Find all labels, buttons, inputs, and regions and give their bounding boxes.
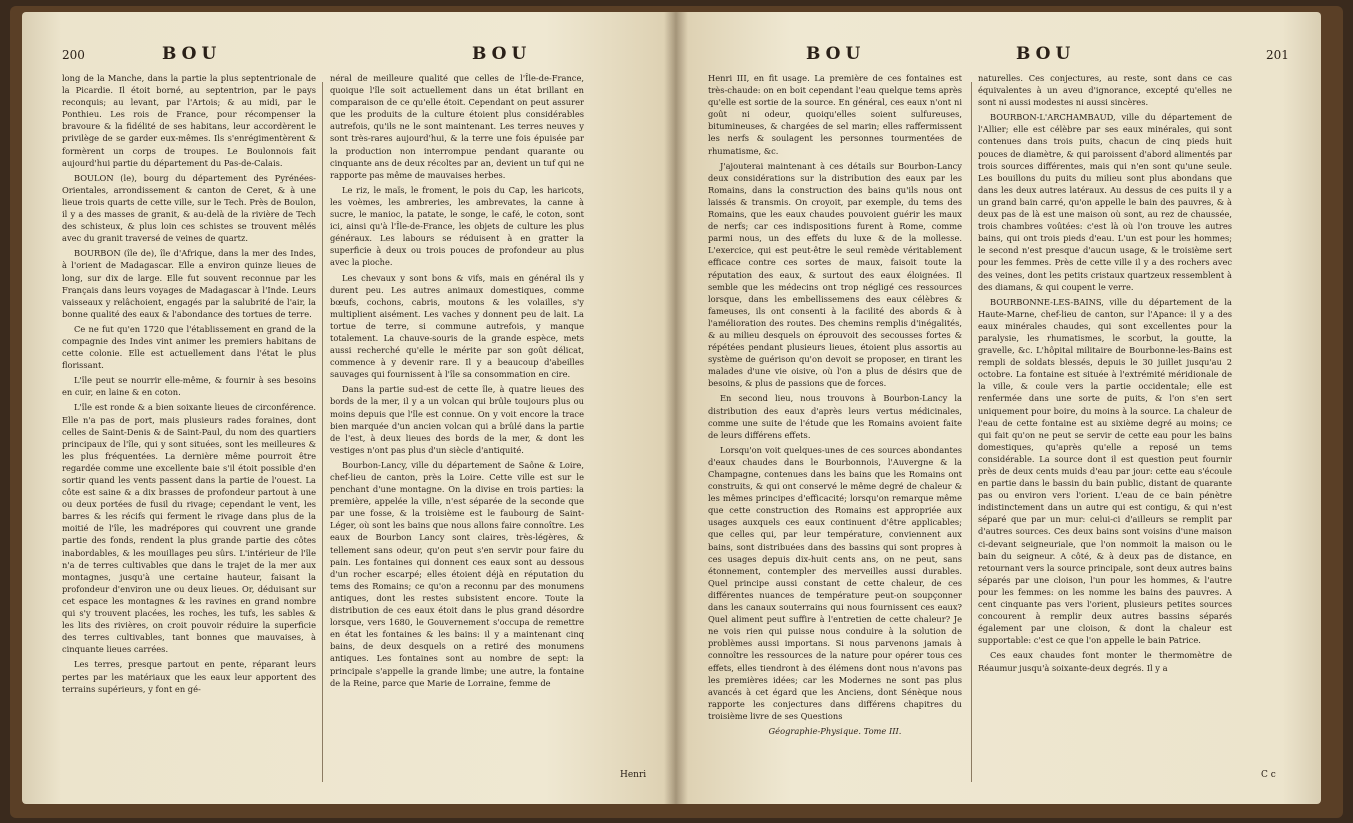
left-column-2 xyxy=(330,72,584,794)
paragraph: Lorsqu'on voit quelques-unes de ces sources abondantes d'eaux chaudes dans le Bourbonnois, l'Auvergne & la Champagne, contenues dans les bains que les Romains ont construits, & qui ont conservé le même degré de chaleur & les mêmes principes d'efficacité; lorsqu'on remarque même que cette construction des Romains est appropriée aux usages auxquels ces eaux continuent d'être applicables; que celles qui, par leur température, conviennent aux bains, sont distribuées dans des bassins qui sont propres à ces usages depuis dix-huit cents ans, on ne peut, sans étonnement, contempler des merveilles aussi durables. Quel principe aussi constant de cette chaleur, de ces différentes nuances de température peut-on soupçonner dans les canaux souterrains qui nous fournissent ces eaux? Quel aliment peut suffire à l'entretien de cette chaleur? Je ne vois rien qui puisse nous conduire à la solution de problèmes aussi importans. Si nous parvenons jamais à connoître les ressources de la nature pour opérer tous ces effets, elles tiendront à des élémens dont nous n'avons pas les premières idées; car les Modernes ne sont pas plus avancés à cet égard que les Anciens, dont Sénèque nous rapporte les conjectures dans différens chapitres du troisième livre de ses Questions xyxy=(708,444,962,721)
paragraph: naturelles. Ces conjectures, au reste, sont dans ce cas équivalentes à un aveu d'ignorance, excepté qu'elles ne sont ni aussi modestes ni aussi sincères. xyxy=(978,73,1232,108)
paragraph: néral de meilleure qualité que celles de l'Île-de-France, quoique l'île soit actuellement dans un état brillant en comparaison de ce qu'elle étoit. Cependant on peut assurer que les produits de la culture étoient plus considérables autrefois, qu'ils ne le sont maintenant. Les terres neuves y sont très-rares aujourd'hui, & la terre une fois épuisée par la production non interrompue pendant quarante ou cinquante ans de deux récoltes par an, devient un tuf qui ne rapporte pas même de mauvaises herbes. xyxy=(330,73,584,180)
paragraph: BOURBONNE-LES-BAINS, ville du département de la Haute-Marne, chef-lieu de canton, sur l'Apance: il y a des eaux minérales chaudes, qui sont excellentes pour la paralysie, les rhumatismes, le scorbut, la goutte, la gravelle, &c. L'hôpital militaire de Bourbonne-les-Bains est rempli de soldats blessés, depuis le 30 juillet jusqu'au 2 octobre. La fontaine est située à l'extrémité méridionale de la ville, & coule vers la partie occidentale; elle est renfermée dans une sorte de puits, & l'on s'en sert uniquement pour boire, du moins à la source. La chaleur de l'eau de cette fontaine est au sixième degré au moins; ce qui fait qu'on ne peut se servir de cette eau pour les bains domestiques, qu'après qu'elle a reposé un tems considérable. La source dont il est question peut fournir près de deux cents muids d'eau par jour: cette eau s'écoule en partie dans le bassin du bain public, distant de quarante pas ou environ vers l'orient. L'eau de ce bain pénètre indistinctement dans un autre qui est contigu, & qui n'est séparé que par un mur: celui-ci d'ailleurs se remplit par d'autres sources. Ces deux bains sont voisins d'une maison ci-devant seigneuriale, que l'on nommoit la maison ou le bain du seigneur. A côté, & à deux pas de distance, en retournant vers la source principale, sont deux autres bains séparés par une cloison, l'un pour les hommes, & l'autre pour les femmes: on les nomme les bains des pauvres. A cent cinquante pas vers l'orient, plusieurs petites sources concourent à remplir deux autres bassins séparés également par une cloison, & dont la chaleur est supportable: c'est ce que l'on appelle le bain Patrice. xyxy=(978,296,1232,646)
paragraph: En second lieu, nous trouvons à Bourbon-Lancy la distribution des eaux d'après leurs vertus médicinales, comme une suite de l'étude que les Romains avoient faite de leurs différens effets. xyxy=(708,393,962,440)
paragraph: BOULON (le), bourg du département des Pyrénées-Orientales, arrondissement & canton de Ceret, & à une lieue trois quarts de cette ville, sur le Tech. Près de Boulon, il y a des masses de granit, & au-delà de la rivière de Tech des schisteux, & plus loin ces schistes se trouvent mêlés avec du granit traversé de veines de quartz. xyxy=(62,172,316,244)
volume-footer: Géographie-Physique. Tome III. xyxy=(768,725,902,736)
paragraph: Les terres, presque partout en pente, réparant leurs pertes par les matériaux que les eaux leur apportent des terrains supérieurs, y font en gé- xyxy=(62,659,316,694)
right-page-number: 201 xyxy=(1266,48,1289,62)
left-catchword: Henri xyxy=(620,770,647,780)
paragraph: long de la Manche, dans la partie la plus septentrionale de la Picardie. Il étoit borné, au septentrion, par le pays reconquis; au levant, par l'Artois; & au midi, par le Ponthieu. Les rois de France, pour récompenser la bravoure & la fidélité de ses habitans, leur accordèrent le privilège de se garder eux-mêmes. Ils s'enrégimentèrent & formèrent un corps de troupes. Le Boulonnois fait aujourd'hui partie du département du Pas-de-Calais. xyxy=(62,73,316,168)
right-column-2 xyxy=(978,72,1232,794)
left-page-number: 200 xyxy=(62,48,85,62)
paragraph: L'île peut se nourrir elle-même, & fournir à ses besoins en cuir, en laine & en coton. xyxy=(62,375,316,398)
right-catchword: C c xyxy=(1261,770,1276,780)
left-running-head-col2: BOU xyxy=(472,44,532,64)
paragraph: Le riz, le maïs, le froment, le pois du Cap, les haricots, les voèmes, les ambreries, les ambrevates, la canne à sucre, le manioc, la patate, le songe, le café, le coton, sont ici, ainsi qu'à l'Île-de-France, les objets de culture les plus généraux. Les labours se réduisent à en gratter la superficie à deux ou trois pouces de profondeur au plus avec la pioche. xyxy=(330,184,584,268)
right-column-rule xyxy=(971,82,972,782)
left-column-rule xyxy=(322,82,323,782)
paragraph: BOURBON-L'ARCHAMBAUD, ville du département de l'Allier; elle est célèbre par ses eaux minérales, qui sont contenues dans trois puits, chacun de cinq pieds huit pouces de diamètre, & qui paroissent d'abord alimentés par trois sources différentes, mais qui n'en sont qu'une seule. Les bouillons du puits du milieu sont plus abondans que dans les deux autres latéraux. Au dessus de ces puits il y a un grand bain carré, qu'on appelle le bain des pauvres, & à deux pas de là est une maison où sont, au rez de chaussée, trois chambres voûtées: c'est là où l'on trouve les autres bains, qui ont trois pieds d'eau. L'un est pour les hommes; le second n'est presque d'aucun usage, & le troisième sert pour les femmes. Près de cette ville il y a des rochers avec des veines, dont les petits cristaux quartzeux ressemblent à des diamans, & qui coupent le verre. xyxy=(978,112,1232,292)
paragraph: Henri III, en fit usage. La première de ces fontaines est très-chaude: on en boit cependant l'eau quelque tems après qu'elle est sortie de la source. En général, ces eaux n'ont ni goût ni odeur, quoiqu'elles soient sulfureuses, bitumineuses, & chargées de sel marin; elles raffermissent les nerfs & soulagent les personnes tourmentées de rhumatisme, &c. xyxy=(708,73,962,156)
paragraph: Dans la partie sud-est de cette île, à quatre lieues des bords de la mer, il y a un volcan qui brûle toujours plus ou moins depuis que l'île est connue. On y voit encore la trace bien marquée d'un ancien volcan qui a brûlé dans la partie de l'est, à deux lieues des bords de la mer, & dont les vestiges n'ont pas plus d'un siècle d'antiquité. xyxy=(330,384,584,455)
paragraph: Ce ne fut qu'en 1720 que l'établissement en grand de la compagnie des Indes vint animer les premiers habitans de cette colonie. Elle est actuellement dans l'état le plus florissant. xyxy=(62,323,316,371)
paragraph: L'île est ronde & a bien soixante lieues de circonférence. Elle n'a pas de port, mais plusieurs rades foraines, dont celles de Saint-Denis & de Saint-Paul, du nom des quartiers principaux de l'île, qui y sont situées, sont les meilleures & les plus fréquentées. La dernière même pourroit être regardée comme une excellente baie s'il étoit possible d'en sortir quand les vents passent dans la partie de l'ouest. La côte est saine & a dix brasses de profondeur partout à une ou deux portées de fusil du rivage; cependant le vent, les barres & les récifs qui ferment le rivage dans plus de la moitié de l'île, les madrépores qui couvrent une grande partie des fonds, rendent la plus grande partie des côtes inabordables, & les mouillages peu sûrs. L'intérieur de l'île n'a de terres cultivables que dans le trajet de la mer aux montagnes, jusqu'à une certaine hauteur, faisant la profondeur d'environ une ou deux lieues. Or, déduisant sur cet espace les montagnes & les ravines en grand nombre qui s'y trouvent placées, les roches, les tufs, les sables & les lits des rivières, on croit pouvoir réduire la superficie des terres cultivables, tant bonnes que mauvaises, à cinquante lieues carrées. xyxy=(62,402,316,655)
paragraph: Les chevaux y sont bons & vifs, mais en général ils y durent peu. Les autres animaux domestiques, comme bœufs, cochons, cabris, moutons & les volailles, s'y multiplient aisément. Les vaches y donnent peu de lait. La tortue de terre, si commune autrefois, y manque totalement. La chauve-souris de la grande espèce, mets aussi recherché qu'elle le mérite par son goût délicat, commence à y devenir rare. Il y a beaucoup d'abeilles sauvages qui fournissent à l'île sa consommation en cire. xyxy=(330,272,584,380)
left-running-head-col1: BOU xyxy=(162,44,222,64)
paragraph: J'ajouterai maintenant à ces détails sur Bourbon-Lancy deux considérations sur la distribution des eaux par les Romains, dans la construction des bains qu'ils nous ont laissés & transmis. On croyoit, par exemple, du tems des Romains, que les eaux chaudes pouvoient guérir les maux de nerfs; car ces indispositions furent à Rome, comme parmi nous, un des effets du luxe & de la mollesse. L'exercice, qui est peut-être le seul remède véritablement efficace contre ces sortes de maux, faisoit toute la réputation des eaux, & surtout des eaux éloignées. Il semble que les médecins ont trop négligé ces ressources lorsque, dans les embellissemens des eaux célèbres & fameuses, ils ont consenti à la facilité des abords & à l'amélioration des routes. Des chemins remplis d'inégalités, & au milieu desquels on éprouvoit des secousses fortes & répétées pendant plusieurs lieues, étoient plus assortis au système de guérison qu'on devoit se proposer, en tirant les malades d'une vie oisive, où l'on a plus de désirs que de besoins, & plus de passions que de forces. xyxy=(708,160,962,389)
paragraph: BOURBON (île de), île d'Afrique, dans la mer des Indes, à l'orient de Madagascar. Elle a environ quinze lieues de long, sur dix de large. Elle fut souvent reconnue par les Français dans leurs voyages de Madagascar à l'Inde. Leurs vaisseaux y relâchoient, engagés par la salubrité de l'air, la bonne qualité des eaux & l'abondance des tortues de terre. xyxy=(62,248,316,319)
right-running-head-col1: BOU xyxy=(806,44,866,64)
right-page xyxy=(676,12,1321,804)
right-running-head-col2: BOU xyxy=(1016,44,1076,64)
right-column-1 xyxy=(708,72,962,794)
paragraph: Bourbon-Lancy, ville du département de Saône & Loire, chef-lieu de canton, près la Loire. Cette ville est sur le penchant d'une montagne. On la divise en trois parties: la première, appelée la ville, n'est séparée de la seconde que par une fosse, & la troisième est le faubourg de Saint-Léger, où sont les bains que nous allons faire connoître. Les eaux de Bourbon Lancy sont claires, très-légères, & tellement sans odeur, qu'on peut s'en servir pour faire du pain. Les fontaines qui donnent ces eaux sont au dessous d'un rocher escarpé; elles étoient déjà en réputation du tems des Romains; ce qu'on a reconnu par des monumens antiques, dont les restes subsistent encore. Toute la distribution de ces eaux étoit dans le plus grand désordre lorsque, vers 1680, le Gouvernement s'occupa de remettre en état les fontaines & les bains: il y a maintenant cinq bains, de deux desquels on a retiré des monumens antiques. Les fontaines sont au nombre de sept: la principale s'appelle la grande limbe; une autre, la fontaine de la Reine, parce que Marie de Lorraine, femme de xyxy=(330,459,584,688)
left-column-1 xyxy=(62,72,316,794)
paragraph: Ces eaux chaudes font monter le thermomètre de Réaumur jusqu'à soixante-deux degrés. Il y a xyxy=(978,650,1232,673)
book-gutter xyxy=(664,12,688,804)
left-page xyxy=(22,12,676,804)
